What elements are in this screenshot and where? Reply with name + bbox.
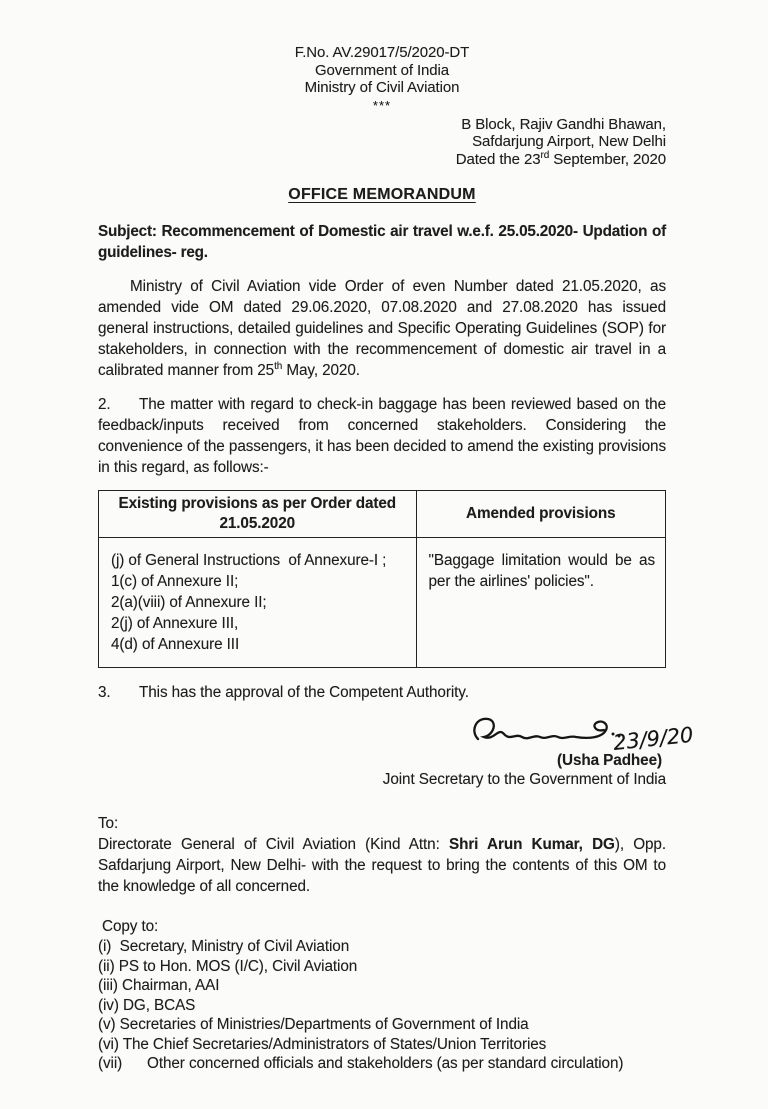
existing-line: 1(c) of Annexure II; — [111, 573, 239, 590]
amended-provisions-cell: "Baggage limitation would be as per the airlines' policies". — [416, 538, 665, 668]
para-2-number: 2. — [98, 396, 111, 413]
signature-scrawl-path — [474, 719, 606, 739]
para-3-text: This has the approval of the Competent Authority. — [139, 684, 469, 701]
to-text: Directorate General of Civil Aviation (Kind Attn: — [98, 836, 449, 853]
existing-line: (j) of General Instructions of Annexure-I ; — [111, 552, 387, 569]
copy-to-item: (iii) Chairman, AAI — [98, 977, 220, 994]
signatory-name: (Usha Padhee) — [557, 752, 662, 769]
dept-name: Ministry of Civil Aviation — [304, 79, 460, 96]
para-2-text: The matter with regard to check-in baggage has been reviewed based on the feedback/inputs received from concerned stakeholders. Considering the convenience of the passengers, it has been decided to amend the existing provisions in this regard, as follows:- — [98, 396, 666, 476]
existing-line: 4(d) of Annexure III — [111, 636, 240, 653]
amendment-table — [98, 490, 666, 668]
subject-line: Subject: Recommencement of Domestic air travel w.e.f. 25.05.2020- Updation of guidelines- reg. — [98, 223, 666, 261]
column-header-existing: Existing provisions as per Order dated 21.05.2020 — [99, 491, 417, 538]
to-paragraph — [98, 834, 666, 897]
to-label: To: — [98, 815, 119, 832]
to-text-tail: ), Opp. Safdarjung Airport, New Delhi- with the request to bring the contents of this OM to the knowledge of all concerned. — [98, 836, 666, 895]
copy-to-item: (iv) DG, BCAS — [98, 996, 196, 1014]
date-ordinal: rd — [540, 149, 550, 161]
copy-to-item: (i) Secretary, Ministry of Civil Aviation — [98, 938, 350, 955]
signature-block — [98, 705, 695, 789]
address-line-2: Safdarjung Airport, New Delhi — [472, 133, 666, 150]
date-line — [98, 151, 666, 169]
para-3-number: 3. — [98, 684, 111, 701]
para-1-tail: May, 2020. — [282, 362, 360, 379]
table-header-row — [99, 491, 666, 538]
memo-title — [98, 184, 666, 205]
para-1-ordinal: th — [274, 360, 283, 372]
separator-stars: *** — [372, 97, 392, 113]
copy-to-item: (vii) Other concerned officials and stakeholders (as per standard circulation) — [98, 1055, 624, 1072]
table-row — [99, 538, 666, 668]
para-1 — [98, 276, 666, 381]
org-name: Government of India — [314, 61, 449, 79]
to-attn-name: Shri Arun Kumar, DG — [448, 836, 615, 853]
copy-to-block — [98, 917, 666, 1074]
column-header-amended: Amended provisions — [416, 491, 665, 538]
para-1-text: Ministry of Civil Aviation vide Order of even Number dated 21.05.2020, as amended vide OM dated 29.06.2020, 07.08.2020 and 27.08.2020 has issued general instructions, detailed guidelines and Specific Operating Guidelines (SOP) for stakeholders, in connection with the recommencement of domestic air travel in a calibrated manner from 25 — [98, 278, 666, 379]
para-2 — [98, 394, 666, 478]
to-block — [98, 813, 666, 897]
date-prefix: Dated the 23 — [455, 150, 541, 168]
existing-line: 2(a)(viii) of Annexure II; — [111, 594, 267, 611]
copy-to-item: (vi) The Chief Secretaries/Administrators of States/Union Territories — [98, 1035, 547, 1053]
date-suffix: September, 2020 — [549, 150, 666, 168]
letterhead — [98, 44, 666, 112]
copy-to-item: (v) Secretaries of Ministries/Departments of Government of India — [98, 1016, 529, 1033]
address-line-1: B Block, Rajiv Gandhi Bhawan, — [461, 115, 666, 133]
memo-title-text: OFFICE MEMORANDUM — [288, 186, 476, 203]
signatory-designation: Joint Secretary to the Government of India — [382, 771, 666, 788]
address-block — [98, 116, 666, 169]
existing-provisions-cell — [99, 538, 417, 668]
copy-to-label: Copy to: — [102, 918, 159, 935]
file-number: F.No. AV.29017/5/2020-DT — [294, 44, 470, 61]
existing-line: 2(j) of Annexure III, — [111, 615, 239, 632]
para-3 — [98, 682, 666, 703]
signature-date: 23/9/20 — [612, 722, 695, 755]
copy-to-item: (ii) PS to Hon. MOS (I/C), Civil Aviation — [98, 957, 358, 975]
